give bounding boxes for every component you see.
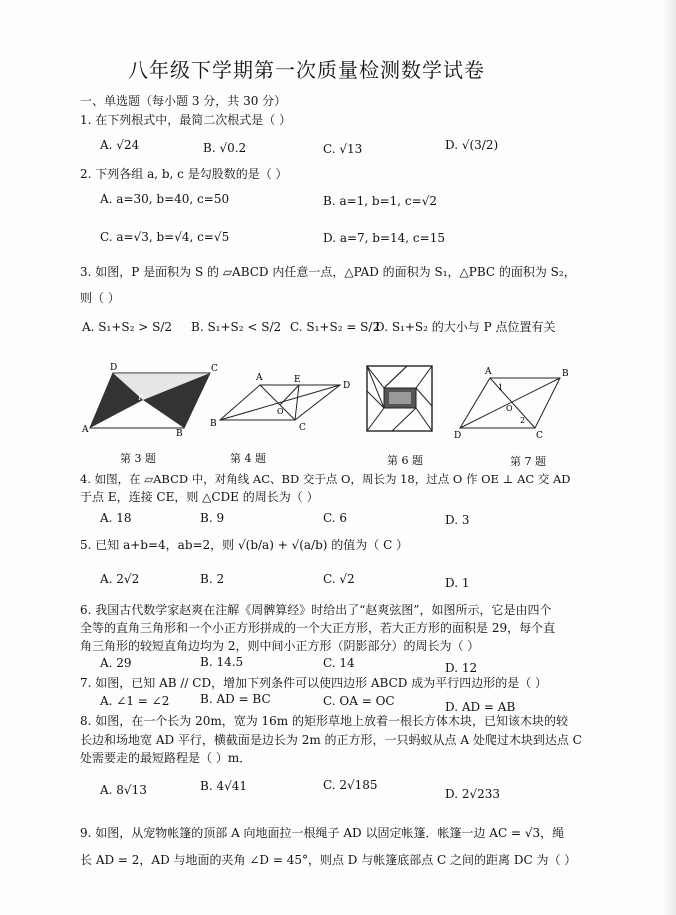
fig3-label-p: P xyxy=(138,394,143,402)
caption-fig3: 第 3 题 xyxy=(120,452,156,465)
fig7-label-d: D xyxy=(454,431,462,441)
q6-stem: 6. 我国古代数学家赵爽在注解《周髀算经》时给出了“赵爽弦图”，如图所示，它是由四个 xyxy=(80,603,552,617)
fig7-label-a: A xyxy=(485,367,492,377)
q2-stem: 2. 下列各组 a, b, c 是勾股数的是（ ） xyxy=(80,167,288,181)
fig7-label-b: B xyxy=(562,369,569,379)
q3-option-a: A. S₁+S₂ > S/2 xyxy=(82,320,172,334)
q9-stem: 9. 如图，从宠物帐篷的顶部 A 向地面拉一根绳子 AD 以固定帐篷．帐篷一边 AC = √3，绳 xyxy=(80,826,565,840)
fig7-label-o: O xyxy=(506,404,513,413)
page-edge-shadow xyxy=(662,0,676,915)
q3-option-d: D. S₁+S₂ 的大小与 P 点位置有关 xyxy=(375,320,556,334)
q8-option-b: B. 4√41 xyxy=(200,779,247,793)
fig4-label-e: E xyxy=(294,375,301,385)
q3-option-c: C. S₁+S₂ = S/2 xyxy=(290,320,381,334)
q4-option-b: B. 9 xyxy=(200,511,225,525)
figure-7-quadrilateral xyxy=(454,367,569,441)
caption-fig7: 第 7 题 xyxy=(510,455,546,468)
figure-3-parallelogram xyxy=(81,363,218,439)
fig3-label-c: C xyxy=(211,364,218,374)
q1-option-d: D. √(3/2) xyxy=(445,138,499,152)
q6-option-a: A. 29 xyxy=(100,656,132,670)
q5-option-a: A. 2√2 xyxy=(100,572,140,586)
fig3-label-b: B xyxy=(176,429,183,439)
q6-stem-3: 角三角形的较短直角边均为 2，则中间小正方形（阴影部分）的周长为（ ） xyxy=(80,639,480,653)
q7-option-d: D. AD = AB xyxy=(445,700,516,714)
q2-option-a: A. a=30, b=40, c=50 xyxy=(100,192,230,206)
q5-option-b: B. 2 xyxy=(200,572,225,586)
q1-stem: 1. 在下列根式中，最简二次根式是（ ） xyxy=(80,113,292,127)
fig4-label-d: D xyxy=(343,381,351,391)
fig3-label-d: D xyxy=(110,363,118,373)
q1-option-c: C. √13 xyxy=(323,142,363,156)
q7-stem: 7. 如图，已知 AB // CD，增加下列条件可以使四边形 ABCD 成为平行四边形的是（ ） xyxy=(80,676,548,690)
section-heading: 一、单选题（每小题 3 分，共 30 分） xyxy=(80,94,287,108)
q5-option-d: D. 1 xyxy=(445,576,470,590)
q9-stem-2: 长 AD = 2，AD 与地面的夹角 ∠D = 45°，则点 D 与帐篷底部点 C 之间的距离 DC 为（ ） xyxy=(80,853,577,867)
q8-option-c: C. 2√185 xyxy=(323,778,378,792)
q8-option-d: D. 2√233 xyxy=(445,787,501,801)
figure-6-zhao-shuang-diagram xyxy=(367,366,432,431)
q8-stem: 8. 如图，在一个长为 20m，宽为 16m 的矩形草地上放着一根长方体木块，已知该木块的较 xyxy=(80,714,569,728)
q4-stem: 4. 如图，在 ▱ABCD 中，对角线 AC、BD 交于点 O，周长为 18，过点 O 作 OE ⊥ AC 交 AD xyxy=(80,472,571,486)
fig4-label-o: O xyxy=(277,407,284,416)
q1-option-a: A. √24 xyxy=(100,138,140,152)
fig3-label-a: A xyxy=(82,425,89,435)
q2-option-d: D. a=7, b=14, c=15 xyxy=(323,231,445,245)
q5-stem: 5. 已知 a+b=4，ab=2，则 √(b/a) + √(a/b) 的值为（ C ） xyxy=(80,538,409,552)
fig4-label-c: C xyxy=(299,423,306,433)
fig7-label-2: 2 xyxy=(520,416,526,425)
fig7-label-c: C xyxy=(536,431,543,441)
q4-stem-2: 于点 E，连接 CE，则 △CDE 的周长为（ ） xyxy=(80,490,319,504)
q3-option-b: B. S₁+S₂ < S/2 xyxy=(191,320,282,334)
fig4-label-b: B xyxy=(210,419,217,429)
q6-option-b: B. 14.5 xyxy=(200,655,244,669)
q4-option-a: A. 18 xyxy=(100,511,132,525)
q2-option-c: C. a=√3, b=√4, c=√5 xyxy=(100,230,230,244)
q2-option-b: B. a=1, b=1, c=√2 xyxy=(323,194,437,208)
q8-stem-3: 处需要走的最短路程是（ ）m． xyxy=(80,751,252,765)
q6-option-c: C. 14 xyxy=(323,656,355,670)
exam-title: 八年级下学期第一次质量检测数学试卷 xyxy=(128,58,485,82)
caption-fig4: 第 4 题 xyxy=(230,452,266,465)
q3-stem-2: 则（ ） xyxy=(80,291,120,305)
q3-stem: 3. 如图，P 是面积为 S 的 ▱ABCD 内任意一点，△PAD 的面积为 S₁，△PBC 的面积为 S₂， xyxy=(80,265,576,279)
fig4-label-a: A xyxy=(256,373,263,383)
q4-option-d: D. 3 xyxy=(445,513,470,527)
q8-option-a: A. 8√13 xyxy=(100,783,147,797)
fig7-label-1: 1 xyxy=(498,383,504,392)
q5-option-c: C. √2 xyxy=(323,572,355,586)
q7-option-c: C. OA = OC xyxy=(323,694,395,708)
q8-stem-2: 长边和场地宽 AD 平行，横截面是边长为 2m 的正方形，一只蚂蚁从点 A 处爬过木块到达点 C xyxy=(80,733,582,747)
q7-option-a: A. ∠1 = ∠2 xyxy=(100,694,170,708)
q1-option-b: B. √0.2 xyxy=(203,141,247,155)
figures-strip xyxy=(80,360,620,465)
q4-option-c: C. 6 xyxy=(323,511,348,525)
q6-stem-2: 全等的直角三角形和一个小正方形拼成的一个大正方形，若大正方形的面积是 29，每个直 xyxy=(80,621,556,635)
q6-option-d: D. 12 xyxy=(445,661,478,675)
q7-option-b: B. AD = BC xyxy=(200,692,271,706)
caption-fig6: 第 6 题 xyxy=(387,454,423,467)
figure-4-parallelogram xyxy=(210,373,350,433)
